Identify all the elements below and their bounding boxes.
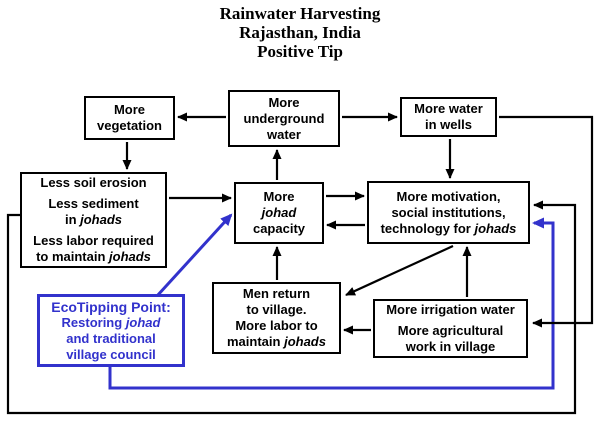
node-text-line: to maintain johads <box>36 249 151 264</box>
title-line-2: Rajasthan, India <box>239 23 361 42</box>
node-more-underground-water <box>228 90 340 147</box>
node-text-line: johad <box>261 205 297 220</box>
node-text-line: water <box>267 126 301 142</box>
title-line-3: Positive Tip <box>257 42 343 61</box>
node-text-line: More <box>113 102 146 117</box>
arrow-more-motivation-to-men-return <box>346 246 453 295</box>
node-text-line: capacity <box>252 221 306 236</box>
node-text-line: Less labor required <box>33 233 154 248</box>
node-text-line: Restoring johad <box>61 314 161 330</box>
node-text-line: More irrigation water <box>386 302 515 317</box>
node-text-line: Less sediment <box>48 196 139 211</box>
node-text-line: More water <box>414 101 483 116</box>
node-men-return <box>212 282 341 354</box>
node-text-line: work in village <box>405 339 496 354</box>
node-text-line: EcoTipping Point: <box>51 298 171 315</box>
node-text-line: maintain johads <box>227 334 326 349</box>
node-text-line: in johads <box>64 212 123 227</box>
node-text-line: social institutions, <box>391 204 506 220</box>
node-text-line: vegetation <box>96 118 162 133</box>
node-text-line: Less soil erosion <box>40 175 147 190</box>
node-text-line: More labor to <box>235 318 318 333</box>
node-text-line: village council <box>66 346 156 362</box>
node-text-line: More <box>268 94 300 110</box>
title-line-1: Rainwater Harvesting <box>219 4 381 23</box>
node-text-line: More <box>263 189 295 204</box>
node-more-johad-capacity <box>234 182 324 244</box>
node-more-irrigation <box>373 299 528 358</box>
node-ecotipping-point <box>37 294 185 367</box>
node-text-line: and traditional <box>66 330 156 346</box>
node-more-motivation <box>367 181 530 244</box>
node-more-vegetation <box>84 96 175 140</box>
node-text-line: More agricultural <box>397 323 504 338</box>
node-text-line: to village. <box>246 302 307 317</box>
node-more-water-in-wells <box>400 97 497 137</box>
node-text-line: underground <box>243 110 325 126</box>
node-less-soil-erosion <box>20 172 167 268</box>
node-text-line: in wells <box>425 117 472 132</box>
node-text-line: Men return <box>242 286 311 301</box>
node-text-line: More motivation, <box>396 188 501 204</box>
node-text-line: technology for johads <box>380 220 517 236</box>
